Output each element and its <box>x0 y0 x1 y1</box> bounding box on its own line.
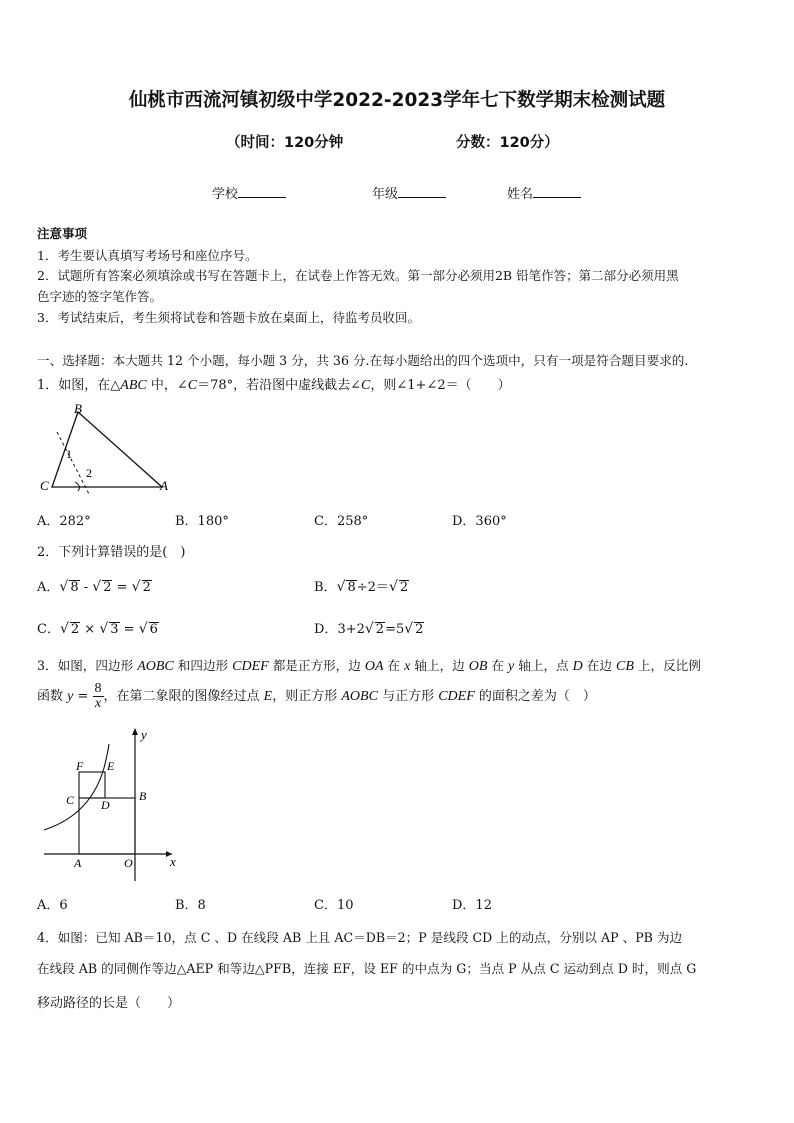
question-1-figure <box>30 398 180 498</box>
question-2-stem: 2．下列计算错误的是( ) <box>37 545 186 560</box>
q2-option-c[interactable]: C．√ 2 × √ 3 = √ 6 <box>37 621 158 637</box>
label-o: O <box>124 856 133 870</box>
name-label: 姓名 <box>507 187 534 202</box>
q2-option-a[interactable]: A．√ 8 - √ 2 = √ 2 <box>37 579 151 595</box>
grade-field[interactable] <box>372 183 446 202</box>
label-a: A <box>160 478 168 493</box>
question-3-line-1: 3．如图，四边形 AOBC 和四边形 CDEF 都是正方形，边 OA 在 x 轴上，边 OB 在 y 轴上，点 D 在边 CB 上，反比例 <box>37 658 701 674</box>
label-x: x <box>170 854 176 869</box>
q2-option-b[interactable]: B．√ 8÷2＝√ 2 <box>314 579 409 595</box>
school-field[interactable] <box>212 183 286 202</box>
fraction-8-over-x: $\frac{8}{x}$ <box>94 681 102 711</box>
label-c: C <box>40 478 49 493</box>
label-b: B <box>139 789 147 803</box>
y-axis-arrow <box>132 728 138 735</box>
question-3-line-2: 函数 y = $\frac{8}{x}$ ，在第二象限的图像经过点 E，则正方形 AOBC 与正方形 CDEF 的面积之差为（ ） <box>37 681 596 711</box>
hyperbola-curve <box>44 744 109 830</box>
note-item: 色字迹的签字笔作答。 <box>37 289 163 304</box>
exam-time: （时间：120分钟 <box>226 135 344 151</box>
question-4-line-2: 在线段 AB 的同侧作等边△AEP 和等边△PFB，连接 EF，设 EF 的中点为 G；当点 P 从点 C 运动到点 D 时，则点 G <box>37 961 697 976</box>
q3-option-a[interactable]: A．6 <box>37 898 68 913</box>
name-field[interactable] <box>507 183 581 202</box>
label-b: B <box>74 401 82 416</box>
section-heading: 一、选择题：本大题共 12 个小题，每小题 3 分，共 36 分.在每小题给出的四个选项中，只有一项是符合题目要求的. <box>37 353 689 368</box>
label-d: D <box>101 798 110 812</box>
note-item: 1．考生要认真填写考场号和座位序号。 <box>37 248 258 263</box>
exam-title: 仙桃市西流河镇初级中学2022-2023学年七下数学期末检测试题 <box>128 90 666 111</box>
label-e: E <box>107 759 115 773</box>
q3-option-b[interactable]: B．8 <box>175 898 206 913</box>
exam-score: 分数：120分） <box>456 135 559 151</box>
q2-option-d[interactable]: D．3+2√ 2=5√ 2 <box>314 621 424 637</box>
angle-2-label: 2 <box>86 466 92 480</box>
note-item: 3．考试结束后，考生须将试卷和答题卡放在桌面上，待监考员收回。 <box>37 310 420 325</box>
question-4-line-3: 移动路径的长是（ ） <box>37 996 181 1011</box>
label-c: C <box>66 793 75 807</box>
q1-option-d[interactable]: D．360° <box>452 514 507 529</box>
school-blank[interactable] <box>238 185 286 198</box>
name-blank[interactable] <box>533 185 581 198</box>
q1-option-b[interactable]: B．180° <box>175 514 229 529</box>
q1-option-a[interactable]: A．282° <box>37 514 91 529</box>
school-label: 学校 <box>212 187 239 202</box>
q3-option-d[interactable]: D．12 <box>452 898 492 913</box>
notes-heading: 注意事项 <box>37 226 88 241</box>
label-f: F <box>76 759 84 773</box>
q3-option-c[interactable]: C．10 <box>314 898 354 913</box>
label-y: y <box>141 727 147 742</box>
angle-1-label: 1 <box>66 447 72 461</box>
question-4-line-1: 4．如图：已知 AB＝10，点 C 、D 在线段 AB 上且 AC＝DB＝2；P 是线段 CD 上的动点，分别以 AP 、PB 为边 <box>37 930 683 945</box>
note-item: 2．试题所有答案必须填涂或书写在答题卡上，在试卷上作答无效。第一部分必须用2B 铅笔作答；第二部分必须用黑 <box>37 268 679 283</box>
question-3-figure <box>38 726 188 881</box>
grade-blank[interactable] <box>398 185 446 198</box>
q1-option-c[interactable]: C．258° <box>314 514 369 529</box>
grade-label: 年级 <box>372 187 399 202</box>
label-a: A <box>74 856 82 870</box>
question-1-stem: 1．如图，在△ABC 中，∠C＝78°，若沿图中虚线截去∠C，则∠1+∠2＝（ ） <box>37 378 511 393</box>
